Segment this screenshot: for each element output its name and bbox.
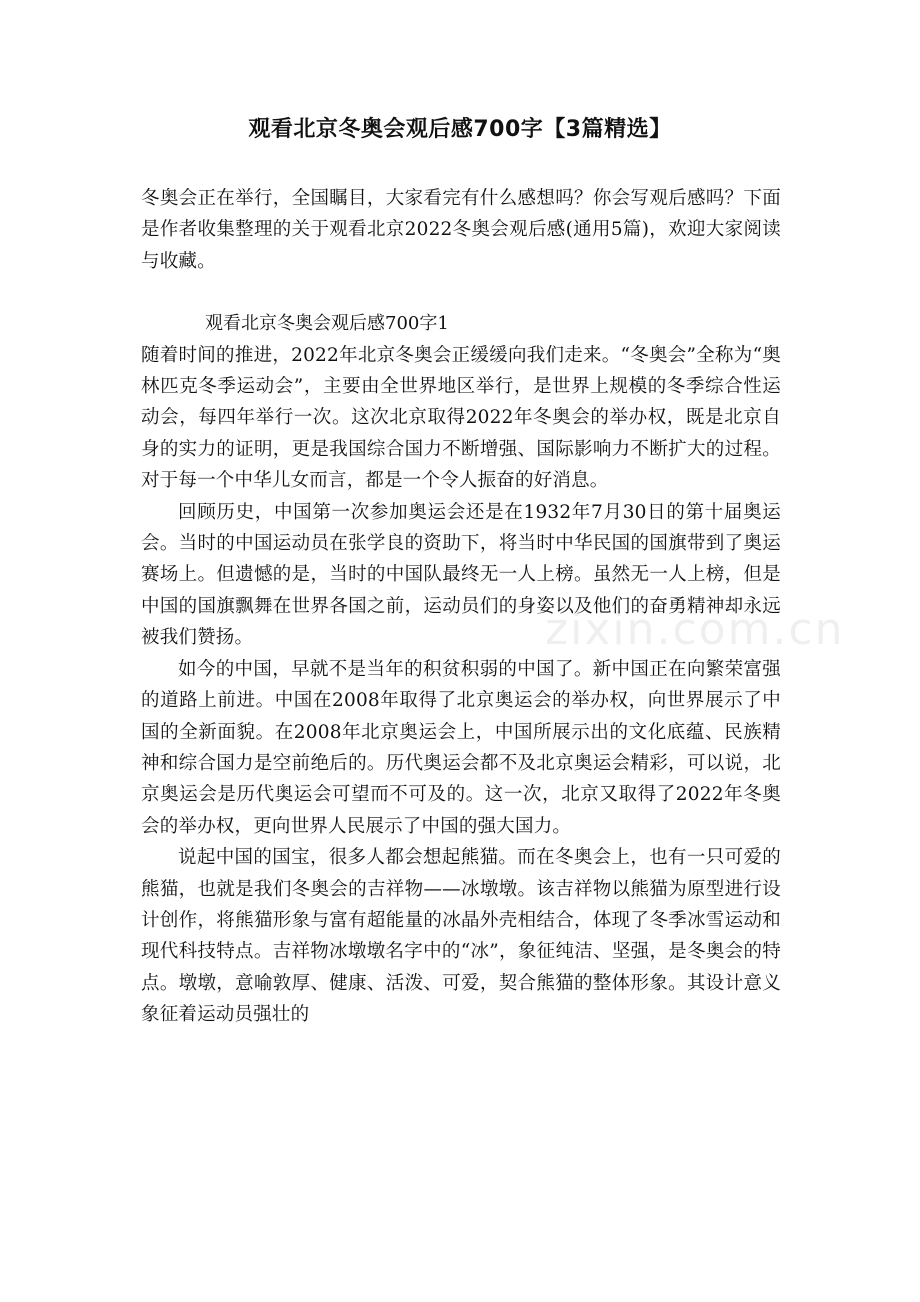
document-title: 观看北京冬奥会观后感700字【3篇精选】 bbox=[248, 117, 672, 142]
spacer bbox=[141, 277, 781, 308]
document-body bbox=[141, 183, 781, 1031]
intro-paragraph: 冬奥会正在举行，全国瞩目，大家看完有什么感想吗？你会写观后感吗？下面是作者收集整理的关于观看北京2022冬奥会观后感(通用5篇)，欢迎大家阅读与收藏。 bbox=[141, 188, 781, 272]
body-paragraph-4: 说起中国的国宝，很多人都会想起熊猫。而在冬奥会上，也有一只可爱的熊猫，也就是我们冬奥会的吉祥物——冰墩墩。该吉祥物以熊猫为原型进行设计创作，将熊猫形象与富有超能量的冰晶外壳相结合，体现了冬季冰雪运动和现代科技特点。吉祥物冰墩墩名字中的“冰”，象征纯洁、坚强，是冬奥会的特点。墩墩，意喻敦厚、健康、活泼、可爱，契合熊猫的整体形象。其设计意义象征着运动员强壮的 bbox=[141, 847, 781, 1026]
body-paragraph-2: 回顾历史，中国第一次参加奥运会还是在1932年7月30日的第十届奥运会。当时的中国运动员在张学良的资助下，将当时中华民国的国旗带到了奥运赛场上。但遗憾的是，当时的中国队最终无一人上榜。虽然无一人上榜，但是中国的国旗飘舞在世界各国之前，运动员们的身姿以及他们的奋勇精神却永远被我们赞扬。 bbox=[141, 501, 781, 649]
watermark: zixin.com.cn bbox=[545, 604, 845, 655]
section-heading: 观看北京冬奥会观后感700字1 bbox=[205, 313, 449, 335]
body-paragraph-1: 随着时间的推进，2022年北京冬奥会正缓缓向我们走来。“冬奥会”全称为“奥林匹克冬季运动会”，主要由全世界地区举行，是世界上规模的冬季综合性运动会，每四年举行一次。这次北京取得2022年冬奥会的举办权，既是北京自身的实力的证明，更是我国综合国力不断增强、国际影响力不断扩大的过程。对于每一个中华儿女而言，都是一个令人振奋的好消息。 bbox=[141, 344, 781, 492]
body-paragraph-3: 如今的中国，早就不是当年的积贫积弱的中国了。新中国正在向繁荣富强的道路上前进。中国在2008年取得了北京奥运会的举办权，向世界展示了中国的全新面貌。在2008年北京奥运会上，中国所展示出的文化底蕴、民族精神和综合国力是空前绝后的。历代奥运会都不及北京奥运会精彩，可以说，北京奥运会是历代奥运会可望而不可及的。这一次，北京又取得了2022年冬奥会的举办权，更向世界人民展示了中国的强大国力。 bbox=[141, 658, 781, 837]
